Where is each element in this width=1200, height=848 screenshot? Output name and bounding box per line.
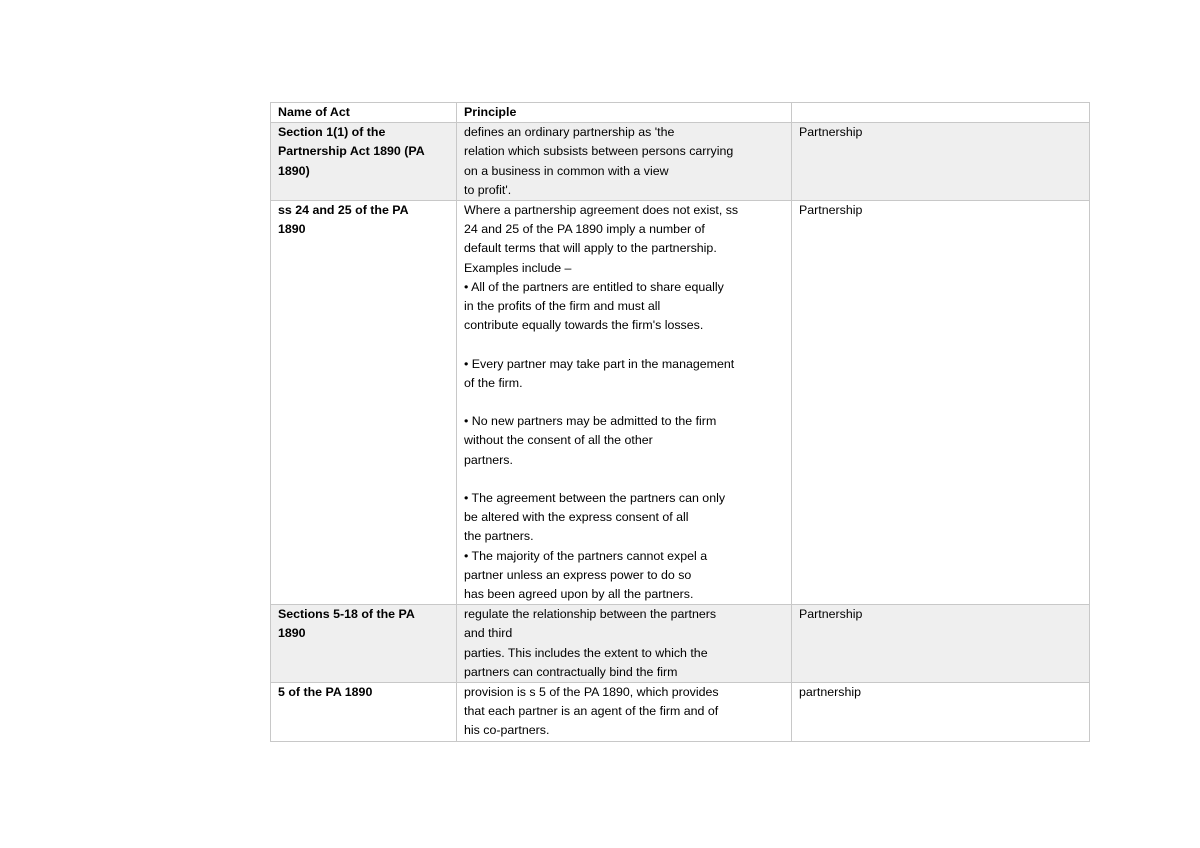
principle-line: Examples include – <box>464 260 572 275</box>
act-name-cell <box>271 605 457 683</box>
principle-line: partners. <box>464 452 513 467</box>
category-cell <box>792 605 1090 683</box>
act-name-line: 1890 <box>278 626 306 641</box>
act-name-line: ss 24 and 25 of the PA <box>278 203 409 218</box>
principle-line: • All of the partners are entitled to share equally <box>464 279 724 294</box>
principle-line: defines an ordinary partnership as 'the <box>464 125 675 140</box>
principle-line: Where a partnership agreement does not exist, ss <box>464 203 739 218</box>
principle-line: 24 and 25 of the PA 1890 imply a number of <box>464 222 705 237</box>
principle-line: the partners. <box>464 529 534 544</box>
principle-line: contribute equally towards the firm's losses. <box>464 318 704 333</box>
category-cell <box>792 201 1090 605</box>
header-principle: Principle <box>457 103 792 123</box>
principle-line: in the profits of the firm and must all <box>464 299 661 314</box>
act-name-line: Section 1(1) of the <box>278 125 386 140</box>
paragraph-gap <box>464 393 785 412</box>
table-row <box>271 201 1090 605</box>
principle-cell <box>457 201 792 605</box>
category-label: Partnership <box>799 607 863 622</box>
table-header-row <box>271 103 1090 123</box>
principle-line: be altered with the express consent of all <box>464 510 689 525</box>
principle-cell <box>457 605 792 683</box>
table-row <box>271 605 1090 683</box>
principle-line: that each partner is an agent of the firm and of <box>464 704 719 719</box>
header-name-of-act: Name of Act <box>271 103 457 123</box>
principle-line: provision is s 5 of the PA 1890, which provides <box>464 685 719 700</box>
category-label: partnership <box>799 685 861 700</box>
category-cell <box>792 683 1090 742</box>
paragraph-gap <box>464 335 785 354</box>
principle-cell <box>457 123 792 201</box>
principle-line: parties. This includes the extent to which the <box>464 645 708 660</box>
principle-line: of the firm. <box>464 375 523 390</box>
act-name-line: 5 of the PA 1890 <box>278 685 373 700</box>
category-cell <box>792 123 1090 201</box>
category-label: Partnership <box>799 125 863 140</box>
act-name-cell <box>271 683 457 742</box>
principle-line: without the consent of all the other <box>464 433 653 448</box>
category-label: Partnership <box>799 203 863 218</box>
table-row <box>271 123 1090 201</box>
principle-line: to profit'. <box>464 182 512 197</box>
act-name-line: 1890) <box>278 163 310 178</box>
act-name-line: 1890 <box>278 222 306 237</box>
principle-line: on a business in common with a view <box>464 163 669 178</box>
principle-line: regulate the relationship between the partners <box>464 607 717 622</box>
partnership-acts-table <box>270 102 1090 742</box>
principle-cell <box>457 683 792 742</box>
principle-line: default terms that will apply to the partnership. <box>464 241 717 256</box>
table-row <box>271 683 1090 742</box>
principle-line: • Every partner may take part in the management <box>464 356 735 371</box>
act-name-line: Sections 5-18 of the PA <box>278 607 415 622</box>
principle-line: and third <box>464 626 513 641</box>
principle-line: partners can contractually bind the firm <box>464 664 678 679</box>
principle-line: • No new partners may be admitted to the firm <box>464 414 717 429</box>
act-name-cell <box>271 123 457 201</box>
principle-line: • The majority of the partners cannot expel a <box>464 548 708 563</box>
act-name-line: Partnership Act 1890 (PA <box>278 144 425 159</box>
principle-line: partner unless an express power to do so <box>464 567 692 582</box>
principle-line: relation which subsists between persons carrying <box>464 144 734 159</box>
principle-line: • The agreement between the partners can only <box>464 491 726 506</box>
principle-line: has been agreed upon by all the partners. <box>464 587 694 602</box>
principle-line: his co-partners. <box>464 723 550 738</box>
header-category <box>792 103 1090 123</box>
paragraph-gap <box>464 470 785 489</box>
act-name-cell <box>271 201 457 605</box>
